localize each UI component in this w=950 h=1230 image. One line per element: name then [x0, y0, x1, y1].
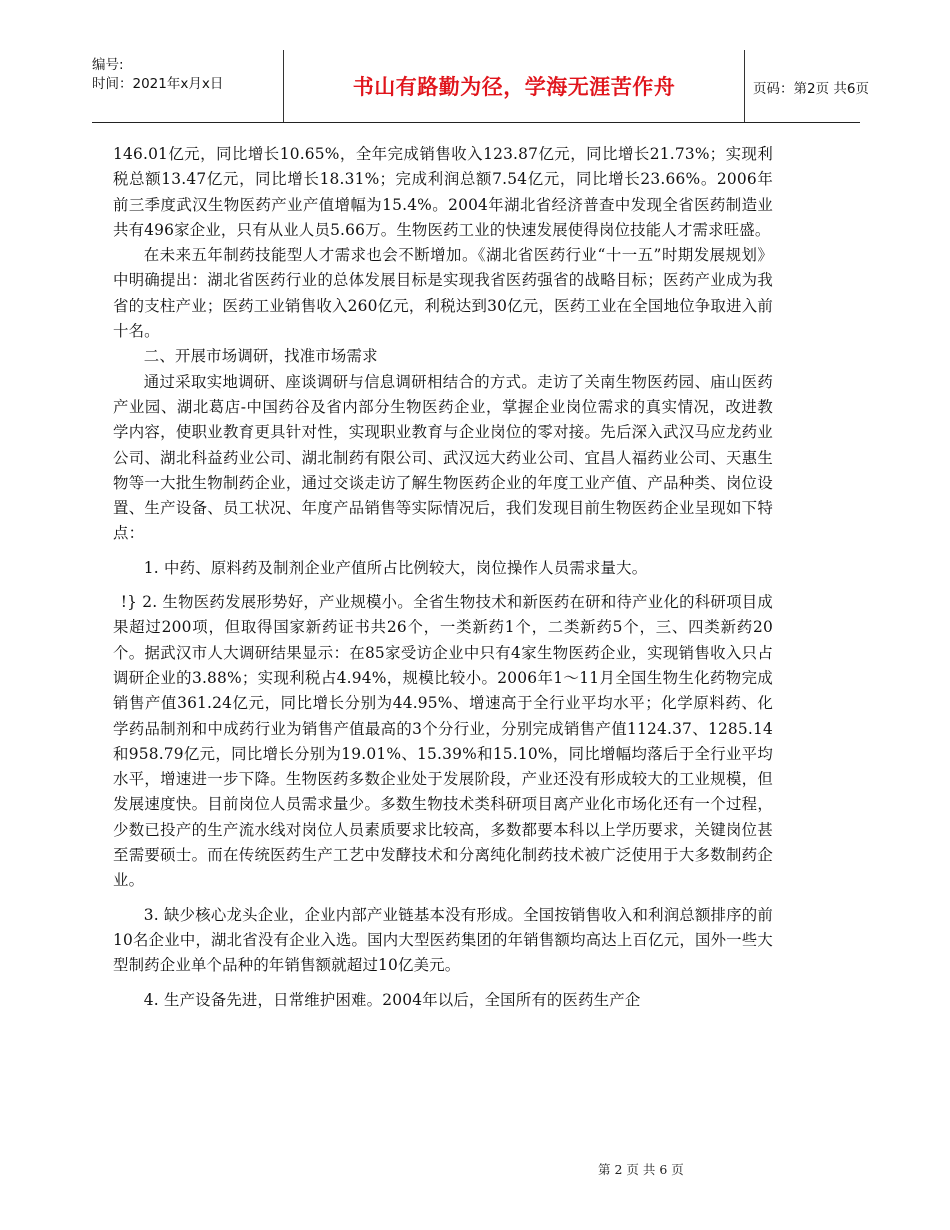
document-body: [113, 142, 773, 1013]
paragraph-continued: 146.01亿元，同比增长10.65%，全年完成销售收入123.87亿元，同比增长21.73%；实现利税总额13.47亿元，同比增长18.31%；完成利润总额7.54亿元，同比增长23.66%。2006年前三季度武汉生物医药产业产值增幅为15.4%。2004年湖北省经济普查中发现全省医药制造业共有496家企业，只有从业人员5.66万。生物医药工业的快速发展使得岗位技能人才需求旺盛。: [113, 145, 773, 239]
list-item-1: 1. 中药、原料药及制剂企业产值所占比例较大，岗位操作人员需求量大。: [143, 558, 648, 577]
header-page-label: 页码：第2页 共6页: [753, 81, 869, 97]
list-item-3: 3. 缺少核心龙头企业，企业内部产业链基本没有形成。全国按销售收入和利润总额排序的前10名企业中，湖北省没有企业入选。国内大型医药集团的年销售额均高达上百亿元，国外一些大型制药企业单个品种的年销售额就超过10亿美元。: [113, 905, 773, 975]
page-header: [92, 50, 869, 123]
document-number-label: 编号:: [92, 57, 124, 73]
paragraph-talent-demand: 在未来五年制药技能型人才需求也会不断增加。《湖北省医药行业“十一五”时期发展规划》中明确提出：湖北省医药行业的总体发展目标是实现我省医药强省的战略目标；医药产业成为我省的支柱产业；医药工业销售收入260亿元，利税达到30亿元，医药工业在全国地位争取进入前十名。: [113, 246, 773, 341]
header-meta: [92, 56, 282, 94]
document-time-label: 时间：2021年x月x日: [92, 76, 224, 92]
list-item-2: !} 2. 生物医药发展形势好，产业规模小。全省生物技术和新医药在研和待产业化的科研项目成果超过200项，但取得国家新药证书共26个，一类新药1个，二类新药5个，三、四类新药20个。据武汉市人大调研结果显示：在85家受访企业中只有4家生物医药企业，实现销售收入只占调研企业的3.88%；实现利税占4.94%，规模比较小。2006年1～11月全国生物生化药物完成销售产值361.24亿元，同比增长分别为44.95%、增速高于全行业平均水平；化学原料药、化学药品制剂和中成药行业为销售产值最高的3个分行业，分别完成销售产值1124.37、1285.14和958.79亿元，同比增长分别为19.01%、15.39%和15.10%，同比增幅均落后于全行业平均水平，增速进一步下降。生物医药多数企业处于发展阶段，产业还没有形成较大的工业规模，但发展速度快。目前岗位人员需求量少。多数生物技术类科研项目离产业化市场化还有一个过程，少数已投产的生产流水线对岗位人员素质要求比较高，多数都要本科以上学历要求，关键岗位甚至需要硕士。而在传统医药生产工艺中发酵技术和分离纯化制药技术被广泛使用于大多数制药企业。: [113, 593, 773, 890]
page-footer: 第 2 页 共 6 页: [598, 1162, 684, 1177]
paragraph-market-research: 通过采取实地调研、座谈调研与信息调研相结合的方式。走访了关南生物医药园、庙山医药产业园、湖北葛店-中国药谷及省内部分生物医药企业，掌握企业岗位需求的真实情况，改进教学内容，使职业教育更具针对性，实现职业教育与企业岗位的零对接。先后深入武汉马应龙药业公司、湖北科益药业公司、湖北制药有限公司、武汉远大药业公司、宜昌人福药业公司、天惠生物等一大批生物制药企业，通过交谈走访了解生物医药企业的年度工业产值、产品种类、岗位设置、生产设备、员工状况、年度产品销售等实际情况后，我们发现目前生物医药企业呈现如下特点：: [113, 372, 773, 543]
list-item-4: 4. 生产设备先进，日常维护困难。2004年以后，全国所有的医药生产企: [143, 990, 641, 1009]
header-motto: 书山有路勤为径，学海无涯苦作舟: [283, 50, 745, 122]
section-heading: 二、开展市场调研，找准市场需求: [143, 347, 378, 366]
